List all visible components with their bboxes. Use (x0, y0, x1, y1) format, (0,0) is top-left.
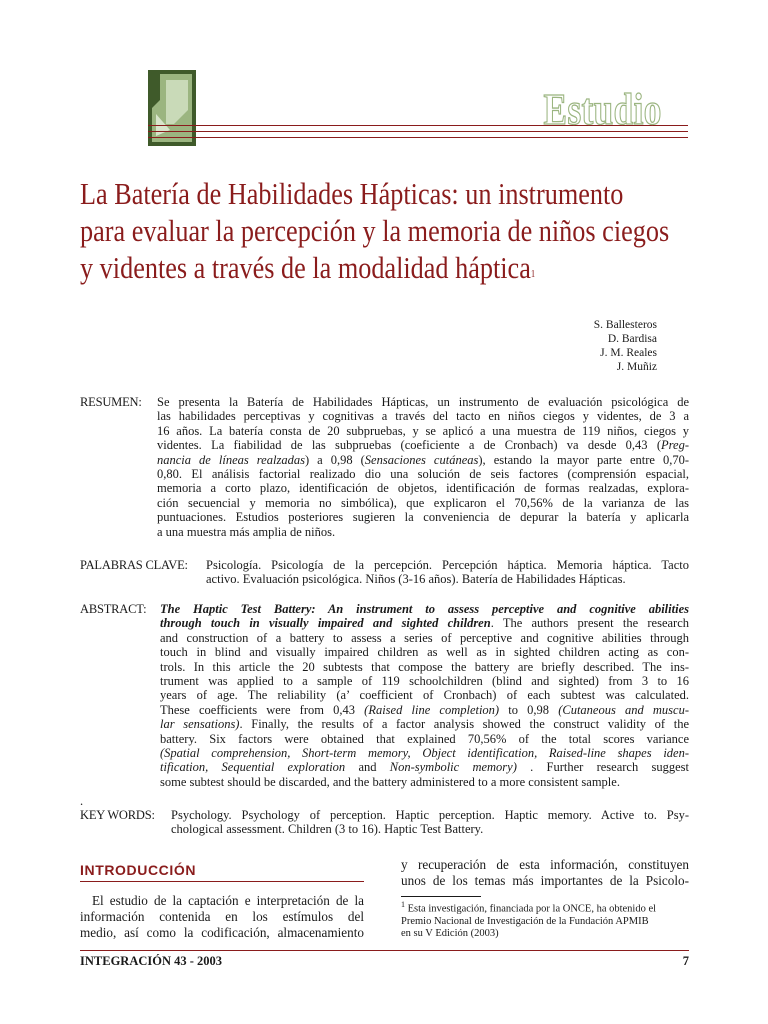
intro-right-line: y recuperación de esta información, constituyen (401, 857, 689, 872)
abstract-line: These coefficients were from 0,43 (Raised line completion) to 0,98 (Cutaneous and muscu- (160, 702, 689, 717)
footnote-line-3: en su V Edición (2003) (401, 927, 499, 939)
abstract-label: ABSTRACT: (80, 602, 147, 616)
abstract-line: and construction of a battery to assess a series of perceptive and cognitive abilities through (160, 630, 689, 645)
journal-footer: INTEGRACIÓN 43 - 2003 (80, 954, 223, 968)
abstract-title-line: The Haptic Test Battery: An instrument to assess perceptive and cognitive abilities (160, 602, 689, 616)
palabras-clave-line: Psicología. Psicología de la percepción. Percepción háptica. Memoria háptica. Tacto (206, 558, 689, 572)
intro-heading: INTRODUCCIÓN (80, 862, 197, 878)
palabras-clave-body (206, 558, 689, 587)
resumen-line: 0,80. El análisis factorial realizado dio una solución de seis factores (comprensión espacial, (157, 467, 689, 482)
key-words-line: chological assessment. Children (3 to 16). Haptic Test Battery. (171, 822, 484, 837)
abstract-line: trols. In this article the 20 subtests that compose the battery are briefly described. The ins- (160, 659, 689, 674)
abstract-line: trument was applied to a sample of 119 schoolchildren (blind and sighted) from 3 to 16 (160, 674, 689, 689)
intro-left-line: El estudio de la captación e interpretación de la (92, 893, 364, 908)
footer-rule (80, 950, 689, 951)
stray-dot: . (80, 794, 84, 808)
abstract-line: some subtest should be discarded, and the battery administered to a more consistent sample. (160, 774, 620, 789)
abstract-line: (Spatial comprehension, Short-term memory, Object identification, Raised-line shapes iden- (160, 746, 689, 761)
intro-right-line: unos de los temas más importantes de la Psicolo- (401, 873, 689, 888)
palabras-clave-label: PALABRAS CLAVE: (80, 558, 188, 572)
intro-left-line: medio, así como la codificación, almacenamiento (80, 925, 364, 940)
author-1: S. Ballesteros (593, 319, 657, 331)
resumen-line: 16 años. La batería consta de 20 subpruebas, y se aplicó a una muestra de 119 niños, ciegos y (157, 423, 689, 438)
intro-left-column (80, 893, 364, 941)
key-words-label: KEY WORDS: (80, 808, 155, 822)
abstract-line: years of age. The reliability (a’ coefficient of Cronbach) of each subtest was calculated. (160, 688, 689, 703)
author-3: J. M. Reales (600, 347, 657, 359)
article-title-line-2: para evaluar la percepción y la memoria de niños ciegos (80, 214, 670, 248)
footnote-line-2: Premio Nacional de Investigación de la Fundación APMIB (401, 915, 649, 927)
article-title-line-1: La Batería de Habilidades Hápticas: un instrumento (80, 177, 624, 211)
abstract-line: tification, Sequential exploration and Non-symbolic memory) . Further research suggest (160, 760, 689, 775)
key-words-body (171, 808, 689, 837)
resumen-line: videntes. La fiabilidad de las subpruebas (coeficiente a de Cronbach) va desde 0,43 (Preg- (157, 438, 689, 453)
footnote-mark: 1 (401, 900, 405, 909)
header-rule-3 (148, 137, 688, 138)
abstract-line: touch in blind and visually impaired children as well as in sighted children acting as con- (160, 645, 689, 660)
journal-logo (148, 70, 196, 146)
intro-heading-rule (80, 881, 364, 882)
intro-right-column (401, 857, 689, 889)
key-words-line: Psychology. Psychology of perception. Haptic perception. Haptic memory. Active to. Psy- (171, 808, 689, 822)
resumen-line: Se presenta la Batería de Habilidades Hápticas, un instrumento de evaluación psicológica de (157, 395, 689, 409)
resumen-line: puntuaciones. Estudios posteriores sugieren la conveniencia de depurar la batería y aplicarla (157, 510, 689, 525)
article-title-line-3 (80, 250, 535, 287)
abstract-line: lar sensations). Finally, the results of a factor analysis showed the construct validity of the (160, 717, 690, 732)
abstract-line: battery. Six factors were obtained that explained 70,56% of the total scores variance (160, 731, 689, 746)
resumen-body (157, 395, 689, 539)
resumen-label: RESUMEN: (80, 395, 142, 409)
footnote (401, 899, 689, 940)
author-4: J. Muñiz (616, 361, 657, 373)
footnote-line-1: $^1$ Esta investigación, financiada por la ONCE, ha obtenido el (401, 900, 657, 915)
resumen-line: memoria a corto plazo, identificación de objetos, identificación de formas realzadas, explora- (157, 481, 689, 496)
abstract-body (160, 602, 689, 789)
abstract-line: through touch in visually impaired and sighted children. The authors present the research (160, 616, 689, 631)
author-list (594, 318, 657, 374)
resumen-line: las habilidades perceptivas y cognitivas a través del tacto en niños ciegos y videntes, de 3 a (157, 409, 689, 424)
section-label: Estudio (543, 85, 662, 134)
palabras-clave-line: activo. Evaluación psicológica. Niños (3-16 años). Batería de Habilidades Hápticas. (206, 572, 626, 587)
article-title-line-3-text: y videntes a través de la modalidad háptica (80, 251, 531, 285)
resumen-line: nancia de líneas realzadas) a 0,98 (Sensaciones cutáneas), estando la mayor parte entre 0,70- (157, 452, 690, 467)
intro-left-line: información contenida en los estímulos del (80, 909, 364, 924)
resumen-line: a una muestra más amplia de niños. (157, 524, 336, 539)
page-number: 7 (682, 954, 689, 968)
author-2: D. Bardisa (607, 333, 657, 345)
footnote-rule (401, 896, 481, 897)
title-footnote-mark: 1 (530, 269, 536, 280)
resumen-line: ción secuencial y memoria no simbólica), que explicaron el 70,56% de la varianza de las (157, 495, 689, 510)
